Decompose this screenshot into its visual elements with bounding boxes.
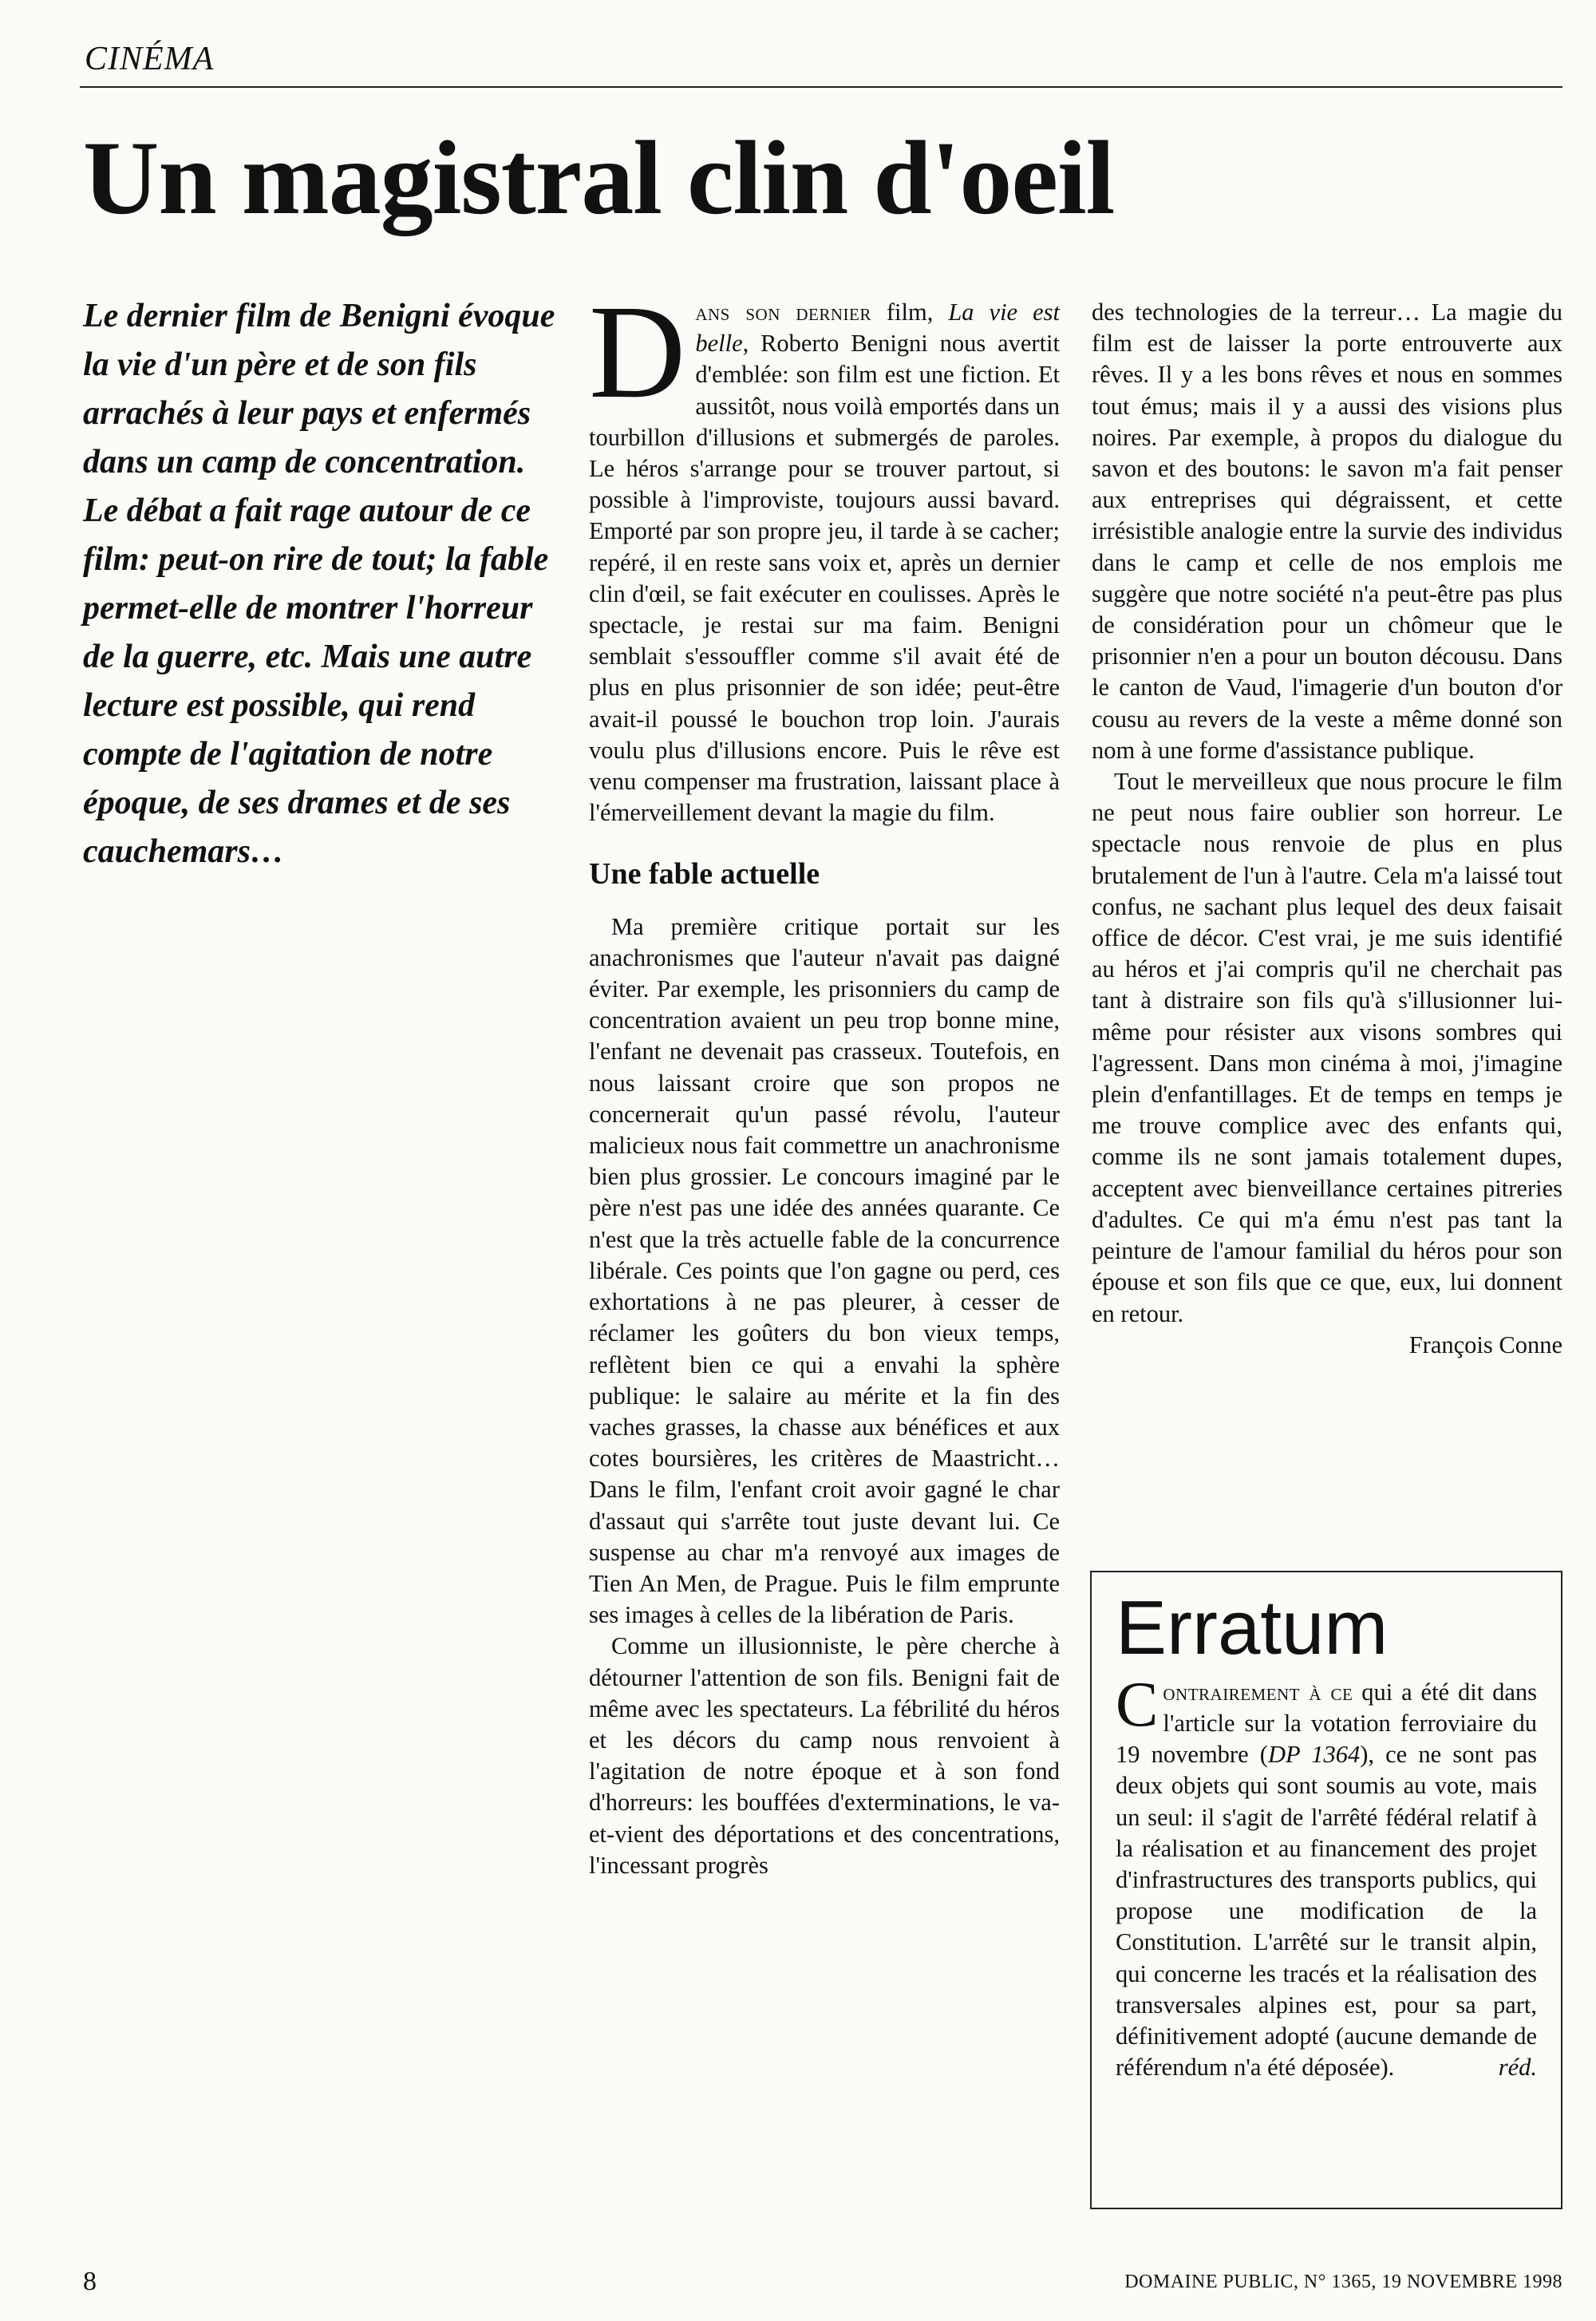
erratum-text: qui a été dit dans l'article sur la votation ferroviaire du 19 novembre ( [1116, 1678, 1538, 1769]
subheading: Une fable actuelle [589, 857, 820, 892]
article-paragraph: Ma première critique portait sur les anachronismes que l'auteur n'avait pas daigné éviter. Par exemple, les prisonniers du camp de concentration avaient un peu trop bonne mine, l'enfant ne devenait pas crasseux. Toutefois, en nous laissant croire que son propos ne concernerait qu'un passé révolu, l'auteur malicieux nous fait commettre un anachronisme bien plus grossier. Le concours imaginé par le père n'est pas une idée des années quarante. Ce n'est que la très actuelle fable de la concurrence libérale. Ces points que l'on gagne ou perd, ces exhortations à ne pas pleurer, à cesser de réclamer les goûters du bon vieux temps, reflètent bien ce qui a envahi la sphère publique: le salaire au mérite et la fin des vaches grasses, la chasse aux bénéfices et aux cotes boursières, les critères de Maastricht… Dans le film, l'enfant croit avoir gagné le char d'assaut qui s'arrête tout juste devant lui. Ce suspense au char m'a renvoyé aux images de Tien An Men, de Prague. Puis le film emprunte ses images à celles de la libération de Paris. [589, 912, 1060, 1629]
drop-cap: D [589, 278, 686, 426]
erratum-box [1090, 1571, 1562, 2209]
erratum-text-cont: ), ce ne sont pas deux objets qui sont soumis au vote, mais un seul: il s'agit de l'arrêté fédéral relatif à la réalisation et au financement des projet d'infrastructures des transports publics, qui propose une modification de la Constitution. L'arrêté sur le transit alpin, qui concerne les tracés et la réalisation des transversales alpines est, pour sa part, définitivement adopté (aucune demande de référendum n'a été déposée). [1116, 1741, 1537, 2082]
header-rule [80, 86, 1562, 88]
page-number: 8 [83, 2267, 97, 2296]
erratum-lead-smallcaps: ontrairement à ce [1163, 1678, 1353, 1706]
article-column-2 [589, 278, 1060, 1881]
section-label: CINÉMA [85, 41, 215, 77]
article-paragraph: Tout le merveilleux que nous procure le film ne peut nous faire oublier son horreur. Le spectacle nous renvoie de plus en plus brutalement de l'un à l'autre. Cela m'a laissé tout confus, ne sachant plus lequel des deux faisait office de décor. C'est vrai, je me suis identifié au héros et j'ai compris qu'il ne cherchait pas tant à distraire son fils qu'à s'illusionner lui-même pour résister aux visons sombres qui l'agressent. Dans mon cinéma à moi, j'imagine plein d'enfantillages. Et de temps en temps je me trouve complice avec des enfants qui, comme ils ne sont jamais totalement dupes, acceptent avec bienveillance certaines pitreries d'adultes. Ce qui m'a ému n'est pas tant la peinture de l'amour familial du héros pour son épouse et son fils que ce que, eux, lui donnent en retour. [1092, 768, 1562, 1327]
article-lead: Le dernier film de Benigni évoque la vie d'un père et de son fils arrachés à leur pays et enfermés dans un camp de concentration. Le débat a fait rage autour de ce film: peut-on rire de tout; la fable permet-elle de montrer l'horreur de la guerre, etc. Mais une autre lecture est possible, qui rend compte de l'agitation de notre époque, de ses drames et de ses cauchemars… [83, 298, 555, 870]
article-paragraph-continued: des technologies de la terreur… La magie du film est de laisser la porte entrouverte aux rêves. Il y a les bons rêves et nous en sommes tout émus; mais il y a aussi des visions plus noires. Par exemple, à propos du dialogue du savon et des boutons: le savon m'a fait penser aux entreprises qui dégraissent, et cette irrésistible analogie entre la survie des individus dans le camp et celle de nos emplois me suggère que notre société n'a peut-être pas plus de considération pour un chômeur que le prisonnier n'en a pour un bouton décousu. Dans le canton de Vaud, l'imagerie d'un bouton d'or cousu au revers de la veste a même donné son nom à une forme d'assistance publique. [1092, 299, 1562, 764]
erratum-ref: DP 1364 [1267, 1741, 1361, 1769]
erratum-title: Erratum [1116, 1585, 1389, 1671]
lead-text-cont: , Roberto Benigni nous avertit d'emblée: son film est une fiction. Et aussitôt, nous voilà emportés dans un tourbillon d'illusions et submergés de paroles. Le héros s'arrange pour se trouver partout, si possible à l'improviste, toujours aussi bavard. Emporté par son propre jeu, il tarde à se cacher; repéré, il en reste sans voix et, après un dernier clin d'œil, se fait exécuter en coulisses. Après le spectacle, je restai sur ma faim. Benigni semblait s'essouffler comme s'il avait été de plus en plus prisonnier de son idée; peut-être avait-il poussé le bouchon trop loin. J'aurais voulu plus d'illusions encore. Puis le rêve est venu compenser ma frustration, laissant place à l'émerveillement devant la magie du film. [589, 330, 1060, 827]
erratum-drop-cap: C [1116, 1669, 1159, 1740]
erratum-body [1116, 1669, 1538, 2084]
lead-smallcaps: ans son dernier [695, 299, 871, 326]
author-signature: François Conne [1408, 1331, 1562, 1358]
erratum-signature: réd. [1498, 2054, 1537, 2082]
lead-text: film, [871, 299, 949, 326]
publication-footer: DOMAINE PUBLIC, N° 1365, 19 NOVEMBRE 1998 [1124, 2272, 1562, 2292]
article-column-3 [1092, 297, 1562, 1361]
article-paragraph [589, 278, 1060, 828]
film-title: La vie est belle [695, 299, 1060, 358]
article-paragraph: Comme un illusionniste, le père cherche à détourner l'attention de son fils. Benigni fait de même avec les spectateurs. La fébrilité du héros et les décors du camp nous renvoient à l'agitation de notre époque et à son fond d'horreurs: les bouffées d'exterminations, le va-et-vient des déportations et des concentrations, l'incessant progrès [589, 1632, 1060, 1879]
article-title: Un magistral clin d'oeil [83, 119, 1115, 236]
